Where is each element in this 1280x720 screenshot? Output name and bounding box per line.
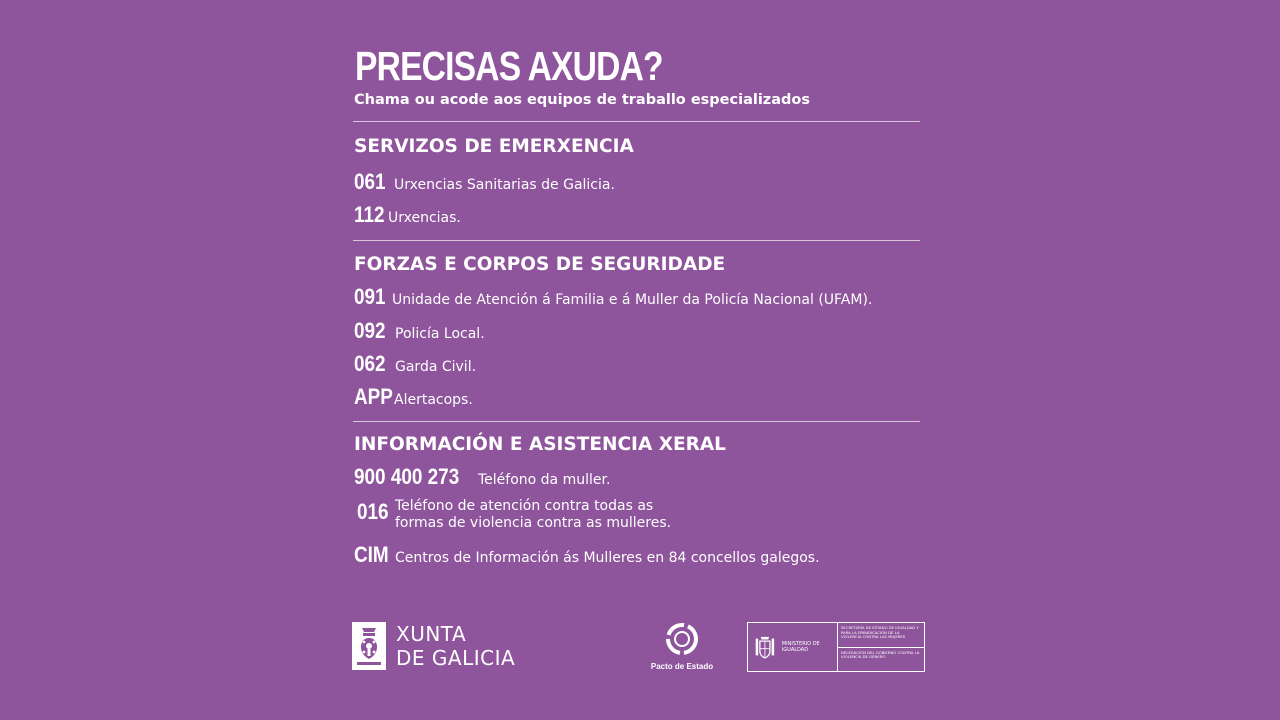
ministry-unit-1: SECRETARÍA DE ESTADO DE IGUALDAD Y PARA LA ERRADICACIÓN DE LA VIOLENCIA CONTRA LAS MUJERES (841, 625, 919, 640)
entry-description: Alertacops. (394, 392, 473, 408)
entry-description: Unidade de Atención á Familia e á Muller da Policía Nacional (UFAM). (392, 292, 873, 308)
entry-app (354, 385, 473, 409)
entry-062 (354, 352, 476, 376)
entry-016 (357, 498, 695, 532)
entry-900400273 (354, 465, 610, 489)
logos-footer (0, 620, 1280, 680)
xunta-name-line1: XUNTA (396, 622, 467, 646)
xunta-logo (352, 622, 515, 670)
phone-code: 900 400 273 (354, 464, 460, 489)
entry-091 (354, 285, 872, 309)
phone-code: APP (354, 384, 393, 409)
pacto-estado-logo (650, 622, 714, 672)
phone-code: CIM (354, 542, 389, 567)
phone-code: 112 (354, 202, 385, 227)
pacto-estado-ring-icon (662, 622, 702, 656)
entry-description: Teléfono da muller. (478, 472, 611, 488)
divider (353, 421, 920, 422)
phone-code: 091 (354, 284, 386, 309)
divider (353, 240, 920, 241)
phone-code: 061 (354, 169, 386, 194)
section-title-information: INFORMACIÓN E ASISTENCIA XERAL (354, 434, 726, 455)
entry-cim (354, 543, 820, 567)
pacto-estado-name: Pacto de Estado (650, 662, 714, 671)
entry-description: Centros de Información ás Mulleres en 84 concellos galegos. (395, 550, 820, 566)
phone-code: 092 (354, 318, 386, 343)
spain-coat-of-arms-icon (754, 631, 776, 663)
entry-061 (354, 170, 615, 194)
section-title-security: FORZAS E CORPOS DE SEGURIDADE (354, 254, 726, 275)
page-subtitle: Chama ou acode aos equipos de traballo especializados (354, 92, 810, 108)
page-title: PRECISAS AXUDA? (355, 43, 663, 89)
phone-code: 062 (354, 351, 386, 376)
section-title-emergency: SERVIZOS DE EMERXENCIA (354, 136, 634, 157)
entry-description: Garda Civil. (395, 359, 477, 375)
entry-description: Teléfono de atención contra todas as formas de violencia contra as mulleres. (395, 498, 672, 531)
entry-description: Urxencias. (388, 210, 461, 226)
ministry-unit-2: DELEGACIÓN DEL GOBIERNO CONTRA LA VIOLENCIA DE GÉNERO (838, 647, 924, 672)
phone-code: 016 (357, 499, 389, 524)
ministry-name: MINISTERIO DE IGUALDAD (781, 641, 820, 653)
ministry-logo (747, 622, 925, 672)
galicia-shield-icon (352, 622, 386, 670)
divider (353, 121, 920, 122)
entry-description: Urxencias Sanitarias de Galicia. (394, 177, 615, 193)
entry-description: Policía Local. (395, 326, 485, 342)
entry-112 (354, 203, 461, 227)
entry-092 (354, 319, 485, 343)
xunta-name-line2: DE GALICIA (396, 646, 516, 670)
